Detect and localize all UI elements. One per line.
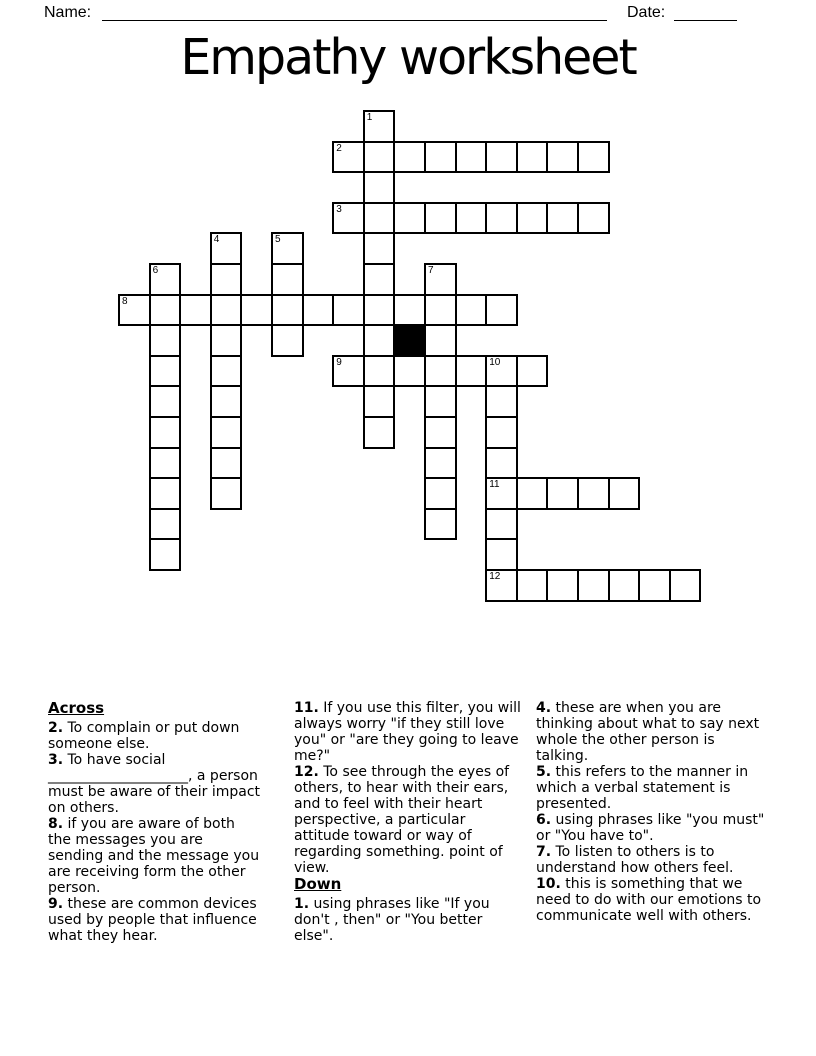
grid-cell[interactable] [669,569,702,602]
grid-cell[interactable] [149,477,182,510]
grid-cell[interactable] [363,416,396,449]
across-header: Across [48,699,105,717]
clue-down-5: 5. this refers to the manner in which a verbal statement is presented. [536,764,749,812]
grid-cell[interactable] [118,294,151,327]
grid-cell[interactable] [210,447,243,480]
grid-cell[interactable] [332,141,365,174]
grid-cell[interactable] [271,263,304,296]
clue-number: 8. [48,816,64,832]
grid-cell[interactable] [149,416,182,449]
clue-across-9: 9. these are common devices used by people that influence what they hear. [48,896,257,944]
grid-cell[interactable] [577,569,610,602]
clue-down-10: 10. this is something that we need to do with our emotions to communicate well with others. [536,876,762,924]
grid-cell[interactable] [485,385,518,418]
grid-cell[interactable] [332,202,365,235]
clue-column-3 [536,700,769,924]
clue-number: 3. [48,752,64,768]
grid-cell[interactable] [210,477,243,510]
grid-cell[interactable] [577,141,610,174]
grid-cell[interactable] [424,294,457,327]
grid-cell[interactable] [485,508,518,541]
clue-number: 1. [294,896,310,912]
clue-number: 5. [536,764,552,780]
grid-cell[interactable] [271,232,304,265]
name-input-line[interactable] [102,20,607,21]
cell-number: 12 [489,571,501,582]
grid-cell[interactable] [638,569,671,602]
clue-number: 7. [536,844,552,860]
grid-cell[interactable] [485,202,518,235]
grid-cell[interactable] [393,294,426,327]
clue-number: 11. [294,700,319,716]
grid-cell[interactable] [424,263,457,296]
grid-cell[interactable] [210,355,243,388]
cell-number: 3 [336,203,342,215]
cell-number: 7 [428,265,434,276]
grid-cell[interactable] [608,569,641,602]
grid-cell[interactable] [210,263,243,296]
cell-number: 5 [275,234,281,246]
cell-number: 8 [122,295,128,307]
grid-cell[interactable] [363,202,396,235]
cell-number: 11 [489,479,500,491]
grid-cell[interactable] [210,294,243,327]
clue-number: 6. [536,812,552,828]
grid-cell[interactable] [485,538,518,571]
cell-number: 9 [336,356,342,368]
grid-cell[interactable] [485,355,518,388]
grid-cell[interactable] [424,385,457,418]
grid-cell[interactable] [485,477,518,510]
grid-cell[interactable] [516,202,549,235]
grid-cell[interactable] [149,355,182,388]
grid-cell[interactable] [363,385,396,418]
clue-across-11: 11. If you use this filter, you will always worry "if they still love you" or "are they going to leave me?" [294,700,521,764]
name-label: Name: [44,4,92,21]
grid-cell[interactable] [210,324,243,357]
grid-cell[interactable] [485,294,518,327]
grid-cell[interactable] [363,263,396,296]
clue-down-7: 7. To listen to others is to understand how others feel. [536,844,734,876]
grid-cell[interactable] [516,355,549,388]
clue-column-2 [294,700,521,944]
grid-cell[interactable] [271,294,304,327]
grid-cell[interactable] [424,508,457,541]
grid-cell[interactable] [149,263,182,296]
grid-cell[interactable] [485,569,518,602]
grid-cell[interactable] [608,477,641,510]
grid-cell[interactable] [210,385,243,418]
clue-across-8: 8. if you are aware of both the messages you are sending and the message you are receiving form the other person. [48,816,260,896]
grid-cell[interactable] [332,294,365,327]
clue-across-2: 2. To complain or put down someone else. [48,720,240,752]
grid-cell[interactable] [485,416,518,449]
down-header: Down [294,875,342,893]
clue-down-6: 6. using phrases like "you must" or "You have to". [536,812,765,844]
grid-cell[interactable] [363,232,396,265]
grid-cell[interactable] [516,141,549,174]
grid-cell[interactable] [393,141,426,174]
grid-cell[interactable] [546,202,579,235]
grid-cell[interactable] [210,416,243,449]
cell-number: 4 [213,234,220,246]
grid-cell[interactable] [577,477,610,510]
grid-cell[interactable] [363,171,396,204]
date-input-line[interactable] [674,20,737,21]
clue-number: 9. [48,896,64,912]
clue-across-12: 12. To see through the eyes of others, to hear with their ears, and to feel with their heart perspective, a particular attitude toward or way of regarding something. point of view. [294,764,510,876]
grid-cell[interactable] [485,447,518,480]
grid-cell[interactable] [149,447,182,480]
clue-down-1: 1. using phrases like "If you don't , then" or "You better else". [294,896,490,944]
clue-number: 2. [48,720,64,736]
grid-cell[interactable] [546,141,579,174]
grid-cell[interactable] [363,110,396,143]
grid-cell[interactable] [332,355,365,388]
clue-across-3: 3. To have social ____________________, a person must be aware of their impact on others. [48,752,261,816]
grid-cell[interactable] [485,141,518,174]
clue-column-1 [48,700,261,944]
grid-cell[interactable] [363,324,396,357]
grid-cell[interactable] [516,569,549,602]
grid-cell[interactable] [363,141,396,174]
grid-cell[interactable] [363,355,396,388]
grid-cell[interactable] [179,294,212,327]
grid-cell[interactable] [302,294,335,327]
grid-cell[interactable] [455,355,488,388]
grid-cell[interactable] [363,294,396,327]
grid-cell[interactable] [455,294,488,327]
grid-cell[interactable] [424,202,457,235]
grid-cell[interactable] [210,232,243,265]
clue-number: 10. [536,876,561,892]
grid-cell[interactable] [455,141,488,174]
grid-cell[interactable] [240,294,273,327]
grid-cell[interactable] [393,355,426,388]
date-label: Date: [627,4,666,21]
grid-cell[interactable] [149,294,182,327]
grid-cell[interactable] [393,202,426,235]
grid-cell[interactable] [577,202,610,235]
black-cell [393,324,426,357]
clue-down-4: 4. these are when you are thinking about what to say next whole the other person is talking. [536,700,760,764]
grid-cell[interactable] [149,385,182,418]
grid-cell[interactable] [424,324,457,357]
clue-number: 12. [294,764,319,780]
grid-cell[interactable] [516,477,549,510]
grid-cell[interactable] [424,355,457,388]
grid-cell[interactable] [271,324,304,357]
page-title: Empathy worksheet [180,29,636,86]
grid-cell[interactable] [546,569,579,602]
grid-cell[interactable] [424,477,457,510]
grid-cell[interactable] [546,477,579,510]
grid-cell[interactable] [149,324,182,357]
grid-cell[interactable] [424,141,457,174]
grid-cell[interactable] [149,508,182,541]
cell-number: 2 [336,142,342,154]
grid-cell[interactable] [424,416,457,449]
grid-cell[interactable] [455,202,488,235]
cell-number: 1 [366,112,373,123]
clue-number: 4. [536,700,552,716]
grid-cell[interactable] [149,538,182,571]
cell-number: 6 [152,265,159,276]
grid-cell[interactable] [424,447,457,480]
cell-number: 10 [489,356,501,368]
